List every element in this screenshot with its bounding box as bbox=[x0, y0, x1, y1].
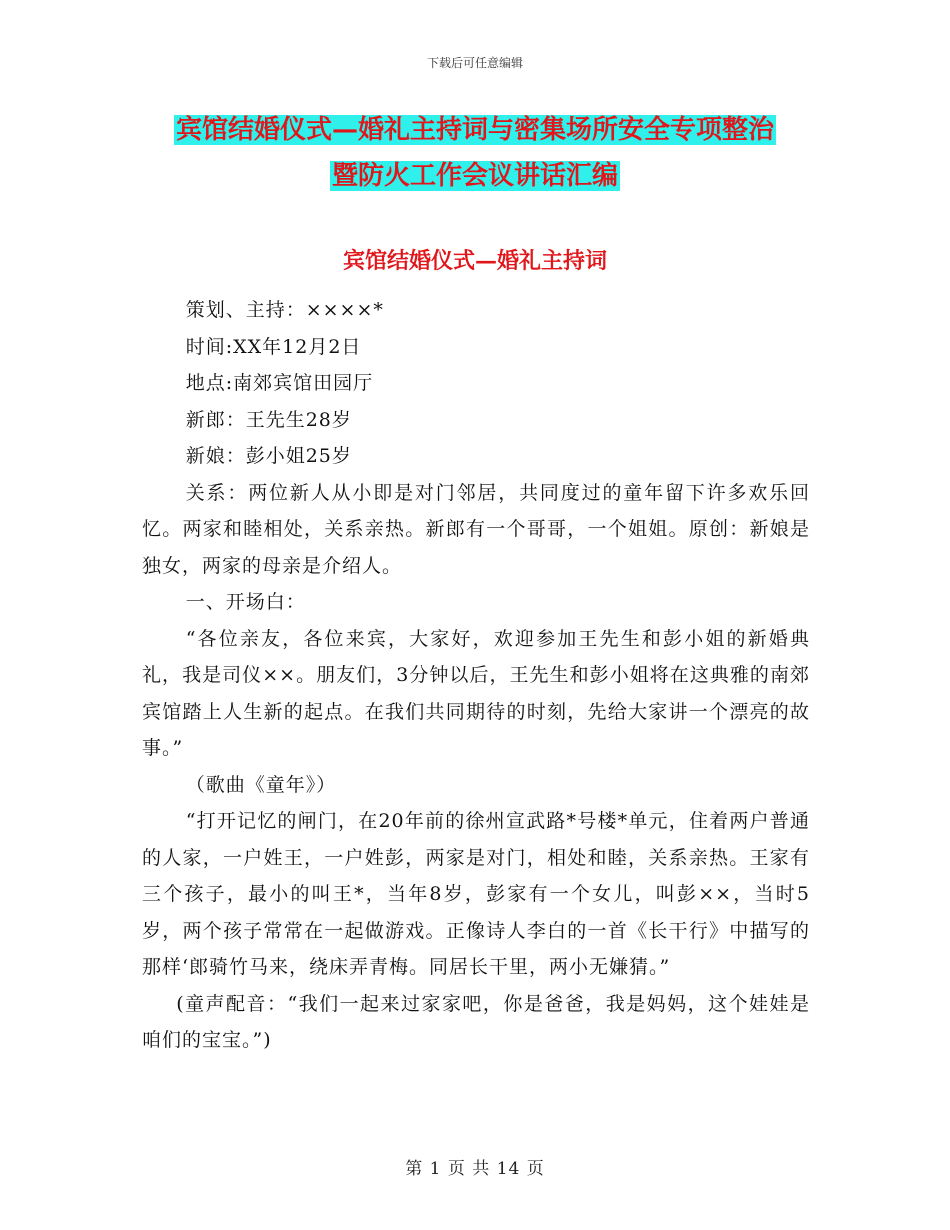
paragraph-relationship: 关系：两位新人从小即是对门邻居，共同度过的童年留下许多欢乐回忆。两家和睦相处，关系亲热。新郎有一个哥哥，一个姐姐。原创：新娘是独女，两家的母亲是介绍人。 bbox=[142, 481, 810, 577]
paragraph-location: 地点:南郊宾馆田园厅 bbox=[185, 372, 374, 394]
document-title-line-1: 宾馆结婚仪式—婚礼主持词与密集场所安全专项整治 bbox=[175, 115, 774, 145]
paragraph-opening-speech: “各位亲友，各位来宾，大家好，欢迎参加王先生和彭小姐的新婚典礼，我是司仪××。朋友们，3分钟以后，王先生和彭小姐将在这典雅的南郊宾馆踏上人生新的起点。在我们共同期待的时刻，先给大家讲一个漂亮的故事。” bbox=[142, 627, 810, 759]
paragraph-song: （歌曲《童年》） bbox=[185, 773, 337, 796]
paragraph-child-voice: (童声配音：“我们一起来过家家吧，你是爸爸，我是妈妈，这个娃娃是咱们的宝宝。”) bbox=[142, 992, 810, 1051]
paragraph-time: 时间:XX年12月2日 bbox=[185, 335, 362, 358]
paragraph-bride: 新娘：彭小姐25岁 bbox=[185, 445, 352, 467]
page-number-footer: 第 1 页 共 14 页 bbox=[405, 1159, 545, 1179]
paragraph-story: “打开记忆的闸门，在20年前的徐州宣武路*号楼*单元，住着两户普通的人家，一户姓王，一户姓彭，两家是对门，相处和睦，关系亲热。王家有三个孩子，最小的叫王*，当年8岁，彭家有一个女儿，叫彭××，当时5岁，两个孩子常常在一起做游戏。正像诗人李白的一首《长干行》中描写的那样‘郎骑竹马来，绕床弄青梅。同居长干里，两小无嫌猜。” bbox=[142, 810, 810, 978]
download-note: 下载后可任意编辑 bbox=[426, 56, 523, 70]
paragraph-groom: 新郎：王先生28岁 bbox=[185, 408, 352, 431]
paragraph-opening-heading: 一、开场白： bbox=[185, 591, 306, 613]
section-title: 宾馆结婚仪式—婚礼主持词 bbox=[342, 248, 607, 274]
document-title-line-2: 暨防火工作会议讲话汇编 bbox=[331, 161, 618, 191]
paragraph-planner: 策划、主持：××××* bbox=[185, 299, 384, 321]
document-body bbox=[142, 292, 810, 1059]
